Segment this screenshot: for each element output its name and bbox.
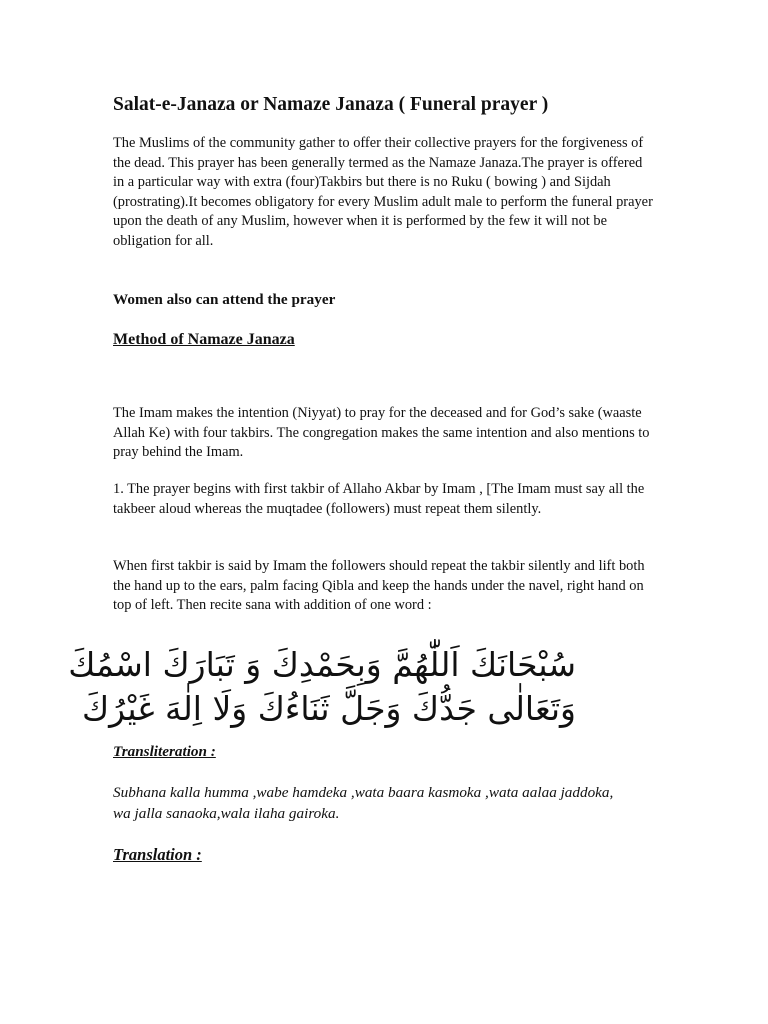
intro-paragraph: The Muslims of the community gather to offer their collective prayers for the forgiveness of the dead. This prayer has been generally termed as the Namaze Janaza.The prayer is offered in a particular way with extra (four)Takbirs but there is no Ruku ( bowing ) and Sijdah (prostrating).It becomes obligatory for every Muslim adult male to perform the funeral prayer upon the death of any Muslim, however when it is performed by the few it will not be obligation for all. [113, 135, 653, 249]
transliteration-heading: Transliteration : [113, 743, 216, 760]
first-takbir-paragraph: When first takbir is said by Imam the followers should repeat the takbir silently and lift both the hand up to the ears, palm facing Qibla and keep the hands under the navel, right hand on top of left. Then recite sana with addition of one word : [113, 558, 645, 614]
translation-heading: Translation : [113, 845, 202, 864]
step-1-paragraph: 1. The prayer begins with first takbir of Allaho Akbar by Imam , [The Imam must say all the takbeer aloud whereas the muqtadee (followers) must repeat them silently. [113, 481, 645, 517]
women-attend-heading: Women also can attend the prayer [113, 291, 336, 308]
method-heading: Method of Namaze Janaza [113, 331, 295, 348]
imam-intention-paragraph: The Imam makes the intention (Niyyat) to pray for the deceased and for God’s sake (waaste Allah Ke) with four takbirs. The congregation makes the same intention and also mentions to pray behind the Imam. [113, 405, 650, 461]
transliteration-text: Subhana kalla humma ,wabe hamdeka ,wata baara kasmoka ,wata aalaa jaddoka, wa jalla sanaoka,wala ilaha gairoka. [113, 784, 614, 822]
page-title: Salat-e-Janaza or Namaze Janaza ( Funeral prayer ) [113, 94, 549, 115]
arabic-sana-text [68, 643, 576, 731]
arabic-line-2: وَتَعَالٰى جَدُّكَ وَجَلَّ ثَنَاءُكَ وَلَا اِلٰهَ غَيْرُكَ [81, 689, 576, 728]
arabic-line-1: سُبْحَانَكَ اَللّٰهُمَّ وَبِحَمْدِكَ وَ تَبَارَكَ اسْمُكَ [68, 645, 576, 684]
